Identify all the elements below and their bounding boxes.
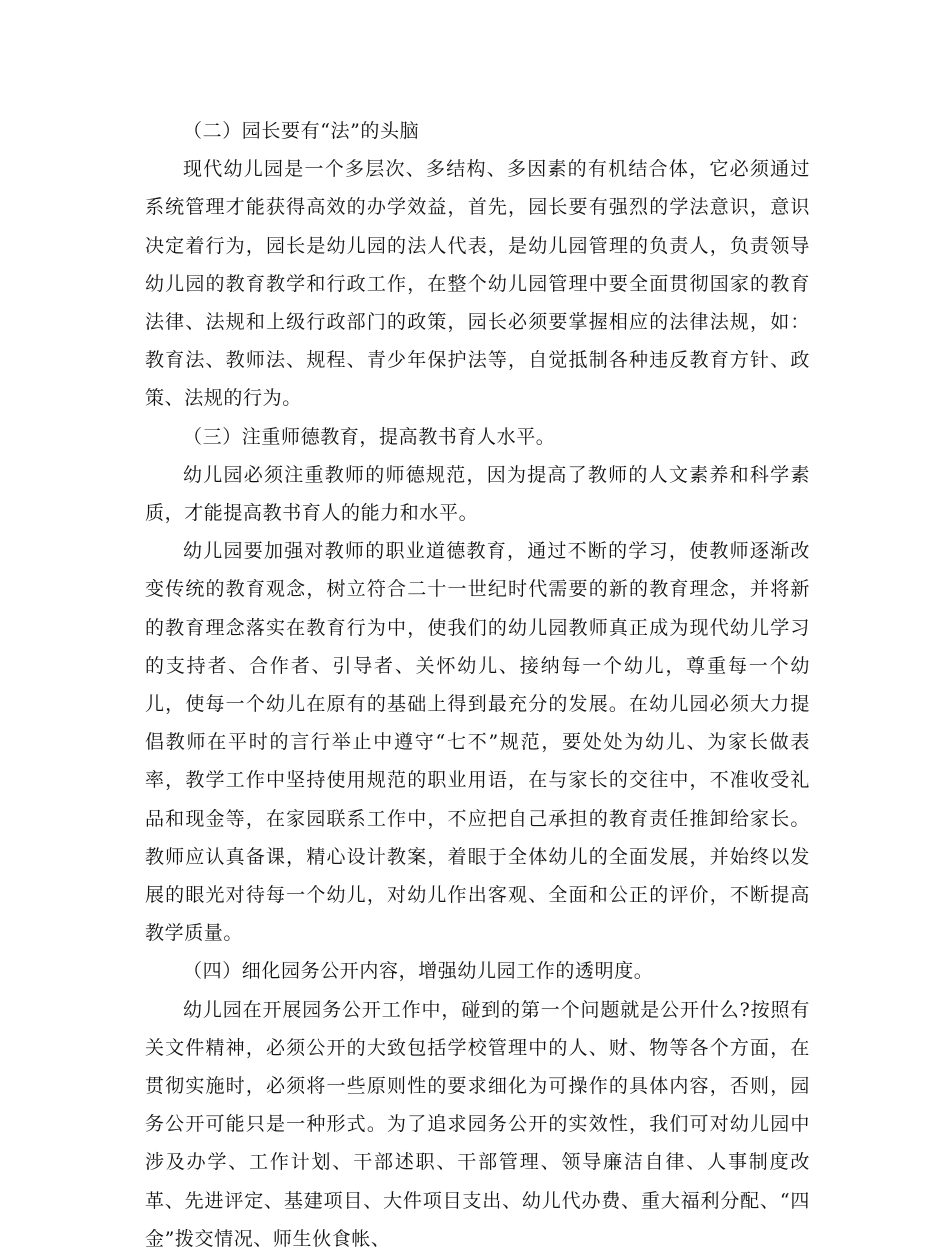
paragraph-affairs-disclosure: 幼儿园在开展园务公开工作中，碰到的第一个问题就是公开什么?按照有关文件精神，必须公开的大致包括学校管理中的人、财、物等各个方面，在贯彻实施时，必须将一些原则性的要求细化为可操作的具体内容，否则，园务公开可能只是一种形式。为了追求园务公开的实效性，我们可对幼儿园中涉及办学、工作计划、干部述职、干部管理、领导廉洁自律、人事制度改革、先进评定、基建项目、大件项目支出、幼儿代办费、重大福利分配、“四金”拨交情况、师生伙食帐、 [145, 998, 810, 1250]
section-heading-2: （二）园长要有“法”的头脑 [183, 120, 420, 142]
document-body [145, 112, 810, 1258]
paragraph-professional-ethics: 幼儿园要加强对教师的职业道德教育，通过不断的学习，使教师逐渐改变传统的教育观念，树立符合二十一世纪时代需要的新的教育理念，并将新的教育理念落实在教育行为中，使我们的幼儿园教师真正成为现代幼儿学习的支持者、合作者、引导者、关怀幼儿、接纳每一个幼儿，尊重每一个幼儿，使每一个幼儿在原有的基础上得到最充分的发展。在幼儿园必须大力提倡教师在平时的言行举止中遵守“七不”规范，要处处为幼儿、为家长做表率，教学工作中坚持使用规范的职业用语，在与家长的交往中，不准收受礼品和现金等，在家园联系工作中，不应把自己承担的教育责任推卸给家长。教师应认真备课，精心设计教案，着眼于全体幼儿的全面发展，并始终以发展的眼光对待每一个幼儿，对幼儿作出客观、全面和公正的评价，不断提高教学质量。 [145, 540, 810, 945]
paragraph-legal-awareness: 现代幼儿园是一个多层次、多结构、多因素的有机结合体，它必须通过系统管理才能获得高效的办学效益，首先，园长要有强烈的学法意识，意识决定着行为，园长是幼儿园的法人代表，是幼儿园管理的负责人，负责领导幼儿园的教育教学和行政工作，在整个幼儿园管理中要全面贯彻国家的教育法律、法规和上级行政部门的政策，园长必须要掌握相应的法律法规，如：教育法、教师法、规程、青少年保护法等，自觉抵制各种违反教育方针、政策、法规的行为。 [145, 158, 810, 410]
section-heading-4: （四）细化园务公开内容，增强幼儿园工作的透明度。 [183, 960, 654, 983]
section-heading-3: （三）注重师德教育，提高教书育人水平。 [183, 425, 556, 448]
paragraph-ethics-norms: 幼儿园必须注重教师的师德规范，因为提高了教师的人文素养和科学素质，才能提高教书育人的能力和水平。 [145, 463, 810, 525]
